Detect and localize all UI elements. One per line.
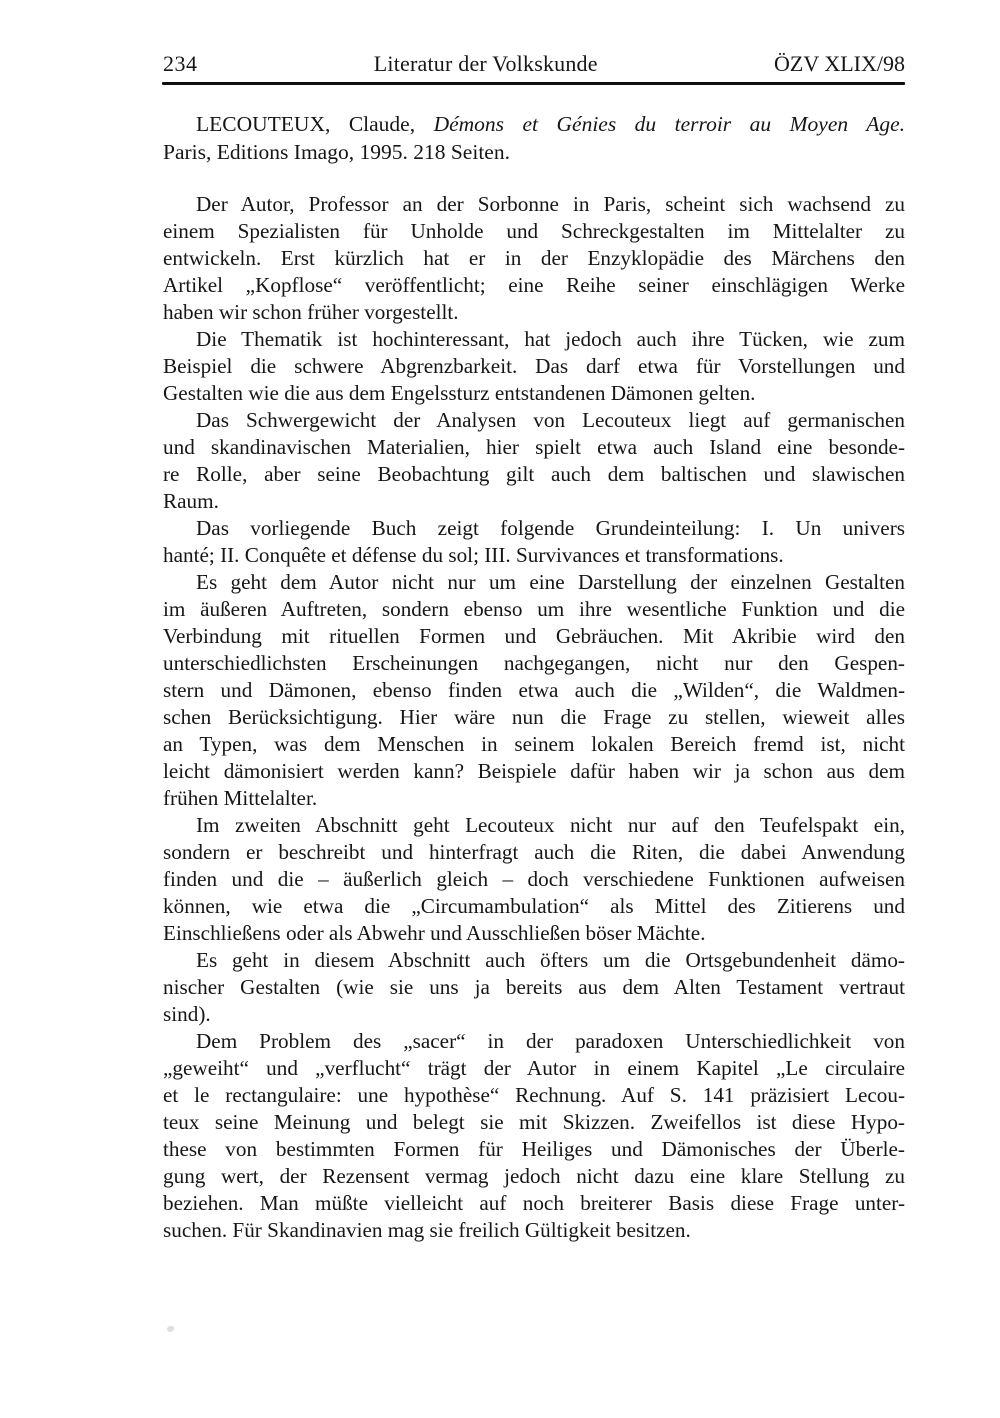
text-line: entwickeln. Erst kürzlich hat er in der Enzyklopädie des Märchens den [163,246,905,270]
header-rule [162,82,905,85]
text-line: „geweiht“ und „verflucht“ trägt der Autor in einem Kapitel „Le circulaire [163,1056,905,1080]
text-line: und skandinavischen Materialien, hier spielt etwa auch Island eine besonde- [163,435,905,459]
text-line: re Rolle, aber seine Beobachtung gilt auch dem baltischen und slawischen [163,462,905,486]
text-line: unterschiedlichsten Erscheinungen nachgegangen, nicht nur den Gespen- [163,651,905,675]
citation-author: LECOUTEUX, Claude, [196,112,434,136]
text-line: können, wie etwa die „Circumambulation“ als Mittel des Zitierens und [163,894,905,918]
text-line: nischer Gestalten (wie sie uns ja bereits aus dem Alten Testament vertraut [163,975,905,999]
scan-speckle [167,1326,174,1332]
text-line: Artikel „Kopflose“ veröffentlicht; eine Reihe seiner einschlägigen Werke [163,273,905,297]
text-line: Raum. [163,489,219,513]
text-line: im äußeren Auftreten, sondern ebenso um ihre wesentliche Funktion und die [163,597,905,621]
text-line: Gestalten wie die aus dem Engelssturz entstandenen Dämonen gelten. [163,381,756,405]
text-line: these von bestimmten Formen für Heiliges und Dämonisches der Überle- [163,1137,905,1161]
text-line: Es geht in diesem Abschnitt auch öfters um die Ortsgebundenheit dämo- [196,948,905,972]
text-line: Es geht dem Autor nicht nur um eine Darstellung der einzelnen Gestalten [196,570,905,594]
text-line: hanté; II. Conquête et défense du sol; III. Survivances et transformations. [163,543,784,567]
text-line: haben wir schon früher vorgestellt. [163,300,459,324]
text-line: frühen Mittelalter. [163,786,318,810]
text-line: beziehen. Man müßte vielleicht auf noch breiterer Basis diese Frage unter- [163,1191,905,1215]
text-line: sind). [163,1002,211,1026]
text-line: einem Spezialisten für Unholde und Schreckgestalten im Mittelalter zu [163,219,905,243]
text-line: Verbindung mit rituellen Formen und Gebräuchen. Mit Akribie wird den [163,624,905,648]
text-line: an Typen, was dem Menschen in seinem lokalen Bereich fremd ist, nicht [163,732,905,756]
text-line: Beispiel die schwere Abgrenzbarkeit. Das darf etwa für Vorstellungen und [163,354,905,378]
text-line: Das vorliegende Buch zeigt folgende Grundeinteilung: I. Un univers [196,516,905,540]
review-text [163,191,905,1244]
text-line: stern und Dämonen, ebenso finden etwa auch die „Wilden“, die Waldmen- [163,678,905,702]
citation-line-1 [163,110,905,138]
citation-line-2 [163,138,905,166]
citation-imprint: Paris, Editions Imago, 1995. 218 Seiten. [163,140,510,164]
text-line: schen Berücksichtigung. Hier wäre nun die Frage zu stellen, wieweit alles [163,705,905,729]
text-line: Im zweiten Abschnitt geht Lecouteux nicht nur auf den Teufelspakt ein, [196,813,905,837]
book-citation [163,110,905,166]
page-header [163,51,905,77]
text-line: Einschließens oder als Abwehr und Ausschließen böser Mächte. [163,921,706,945]
text-line: leicht dämonisiert werden kann? Beispiele dafür haben wir ja schon aus dem [163,759,905,783]
journal-issue: ÖZV XLIX/98 [774,51,905,76]
citation-book-title: Démons et Génies du terroir au Moyen Age. [433,112,905,136]
text-line: gung wert, der Rezensent vermag jedoch nicht dazu eine klare Stellung zu [163,1164,905,1188]
text-line: et le rectangulaire: une hypothèse“ Rechnung. Auf S. 141 präzisiert Lecou- [163,1083,905,1107]
text-line: Der Autor, Professor an der Sorbonne in Paris, scheint sich wachsend zu [196,192,905,216]
text-line: Das Schwergewicht der Analysen von Lecouteux liegt auf germanischen [196,408,905,432]
text-line: suchen. Für Skandinavien mag sie freilich Gültigkeit besitzen. [163,1218,691,1242]
text-line: teux seine Meinung und belegt sie mit Skizzen. Zweifellos ist diese Hypo- [163,1110,905,1134]
page-number: 234 [163,51,198,76]
text-line: Die Thematik ist hochinteressant, hat jedoch auch ihre Tücken, wie zum [196,327,905,351]
running-title: Literatur der Volkskunde [373,51,598,76]
text-line: finden und die – äußerlich gleich – doch verschiedene Funktionen aufweisen [163,867,905,891]
text-line: sondern er beschreibt und hinterfragt auch die Riten, die dabei Anwendung [163,840,905,864]
text-line: Dem Problem des „sacer“ in der paradoxen Unterschiedlichkeit von [196,1029,905,1053]
